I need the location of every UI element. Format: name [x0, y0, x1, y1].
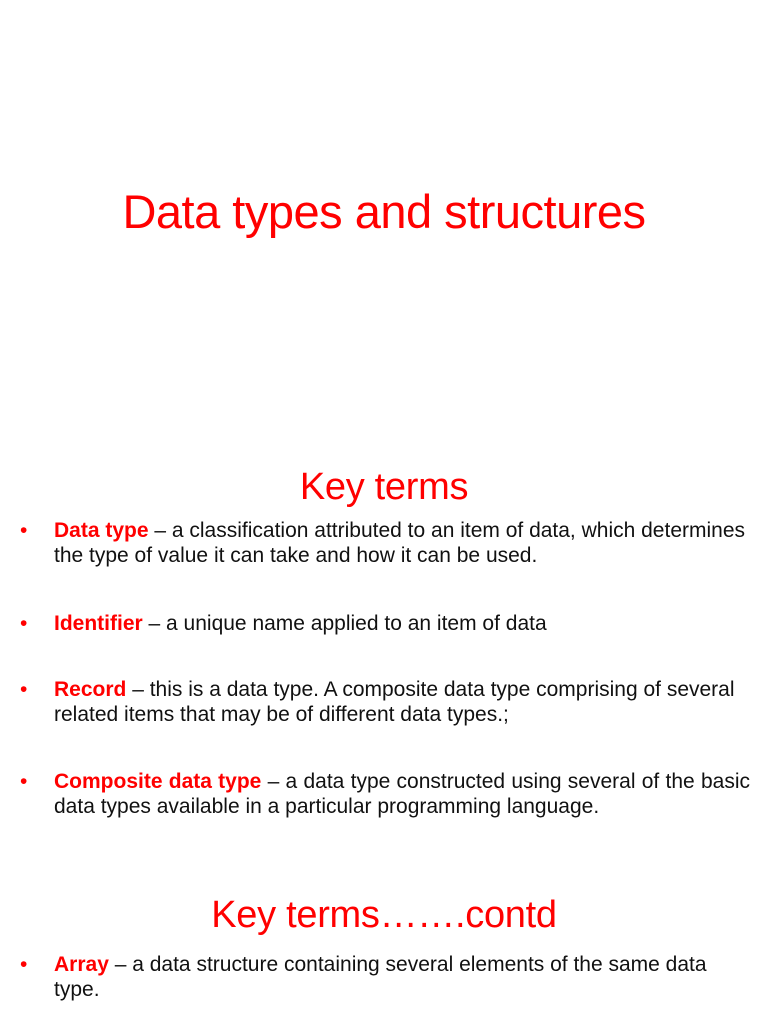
section-title-key-terms-contd: Key terms…….contd [211, 894, 557, 936]
page-title: Data types and structures [122, 185, 646, 238]
term-definition: – this is a data type. A composite data type comprising of several related items that may be of different data types.; [54, 678, 735, 726]
term-name: Array [54, 953, 109, 976]
term-name: Composite data type [54, 770, 262, 793]
term-definition: – a unique name applied to an item of data [142, 612, 547, 635]
term-definition: – a data type constructed using several of the basic data types available in a particular programming language. [54, 770, 750, 818]
list-item-identifier [20, 611, 750, 636]
term-definition: – a data structure containing several elements of the same data type. [54, 953, 707, 1001]
term-name: Data type [54, 519, 149, 542]
term-body [54, 677, 750, 727]
bullet-icon: • [20, 770, 28, 793]
term-name: Identifier [54, 612, 143, 635]
list-item-data-type [20, 518, 750, 568]
bullet-icon: • [20, 953, 28, 976]
bullet-icon: • [20, 678, 28, 701]
term-body [54, 769, 750, 819]
term-definition: – a classification attributed to an item of data, which determines the type of value it can take and how it can be used. [54, 519, 746, 567]
bullet-icon: • [20, 519, 28, 542]
section-title-key-terms: Key terms [299, 466, 469, 508]
term-body [54, 518, 750, 568]
list-item-composite-data-type [20, 769, 750, 819]
term-name: Record [54, 678, 127, 701]
bullet-icon: • [20, 612, 28, 635]
term-body [54, 611, 750, 636]
list-item-array [20, 952, 750, 1002]
term-body [54, 952, 750, 1002]
list-item-record [20, 677, 750, 727]
